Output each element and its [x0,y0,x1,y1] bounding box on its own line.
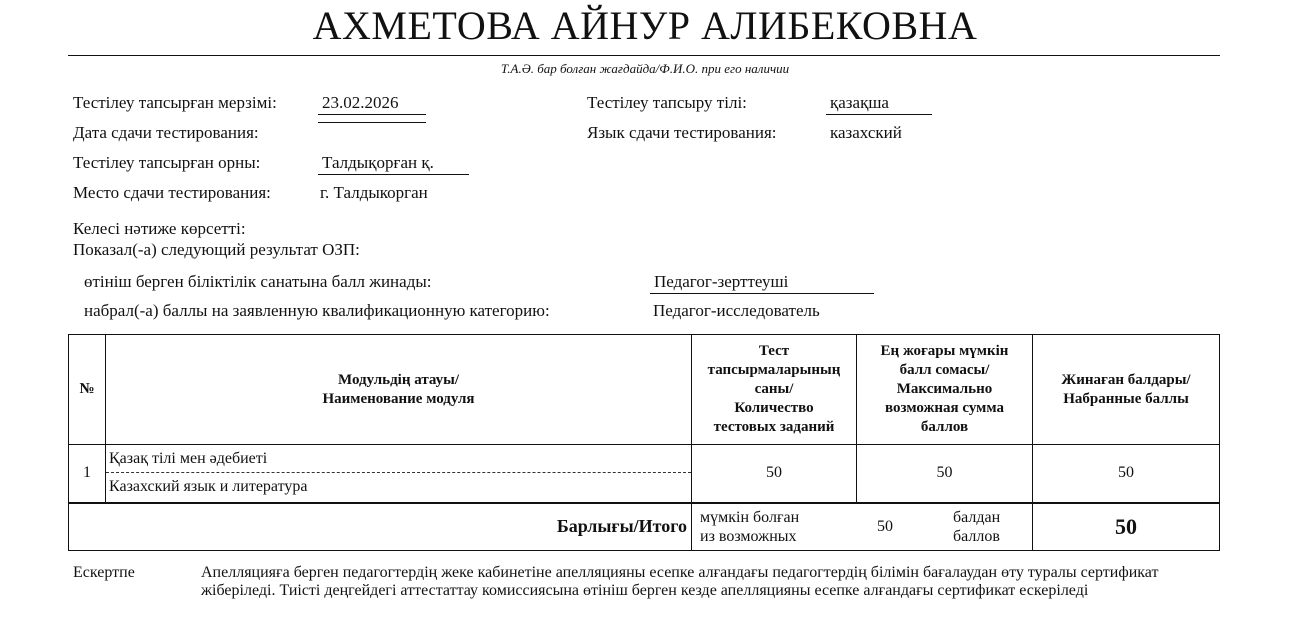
unit-kz: балдан [953,508,1001,526]
lang-ru-value: казахский [830,123,902,142]
total-label: Барлығы/Итого [69,503,692,551]
full-name: АХМЕТОВА АЙНУР АЛИБЕКОВНА [312,3,978,48]
category-kz-value: Педагог-зерттеуші [650,272,874,294]
result-ru-intro: Показал(-а) следующий результат ОЗП: [73,240,360,259]
table-header-row [69,335,1220,445]
place-ru-label: Место сдачи тестирования: [73,183,271,202]
results-table [68,334,1220,551]
table-row [69,445,1220,503]
header-num: № [69,335,106,445]
header-task-count: Тест тапсырмаларының саны/ Количество тестовых заданий [692,335,857,445]
total-scored: 50 [1033,503,1220,551]
date-kz-label: Тестілеу тапсырған мерзімі: [73,93,277,112]
result-kz-intro: Келесі нәтиже көрсетті: [73,219,246,238]
place-kz-label: Тестілеу тапсырған орны: [73,153,261,172]
possible-ru: из возможных [700,527,797,545]
total-row [69,503,1220,551]
row-max-score: 50 [857,445,1033,503]
place-ru-value: г. Талдыкорган [320,183,428,202]
lang-kz-value: қазақша [826,93,932,115]
unit-ru: баллов [953,527,1000,545]
header-max-score: Ең жоғары мүмкін балл сомасы/ Максимально возможная сумма баллов [857,335,1033,445]
date-ru-label: Дата сдачи тестирования: [73,123,259,142]
name-caption: Т.А.Ә. бар болған жағдайда/Ф.И.О. при его наличии [500,61,790,76]
category-kz-label: өтініш берген біліктілік санатына балл жинады: [84,272,432,291]
header-module: Модульдің атауы/ Наименование модуля [106,335,692,445]
row-num: 1 [69,445,106,503]
module-kz: Қазақ тілі мен әдебиеті [106,445,691,473]
row-task-count: 50 [692,445,857,503]
total-possible [692,503,1033,551]
note-text: Апелляцияға берген педагогтердің жеке кабинетіне апелляцияны есепке алғандағы педагогтердің білімін бағалаудан өту туралы сертификат жіберіледі. Тиісті деңгейдегі аттестаттау комиссиясына өтініш берген кезде апелляцияны есепке алғандағы сертификат ескеріледі [201,564,1159,599]
date-value: 23.02.2026 [318,93,426,115]
lang-kz-label: Тестілеу тапсыру тілі: [587,93,747,112]
place-kz-value: Талдықорған қ. [318,153,469,175]
possible-kz: мүмкін болған [700,508,800,526]
header-scored: Жинаған балдары/ Набранные баллы [1033,335,1220,445]
date-ru-underline [318,122,426,123]
name-underline [68,55,1220,56]
row-module [106,445,692,503]
possible-value: 50 [877,517,893,535]
note-label: Ескертпе [73,564,135,581]
category-ru-label: набрал(-а) баллы на заявленную квалификационную категорию: [84,301,550,320]
lang-ru-label: Язык сдачи тестирования: [587,123,777,142]
category-ru-value: Педагог-исследователь [653,301,820,320]
module-ru: Казахский язык и литература [109,478,308,495]
row-scored: 50 [1033,445,1220,503]
